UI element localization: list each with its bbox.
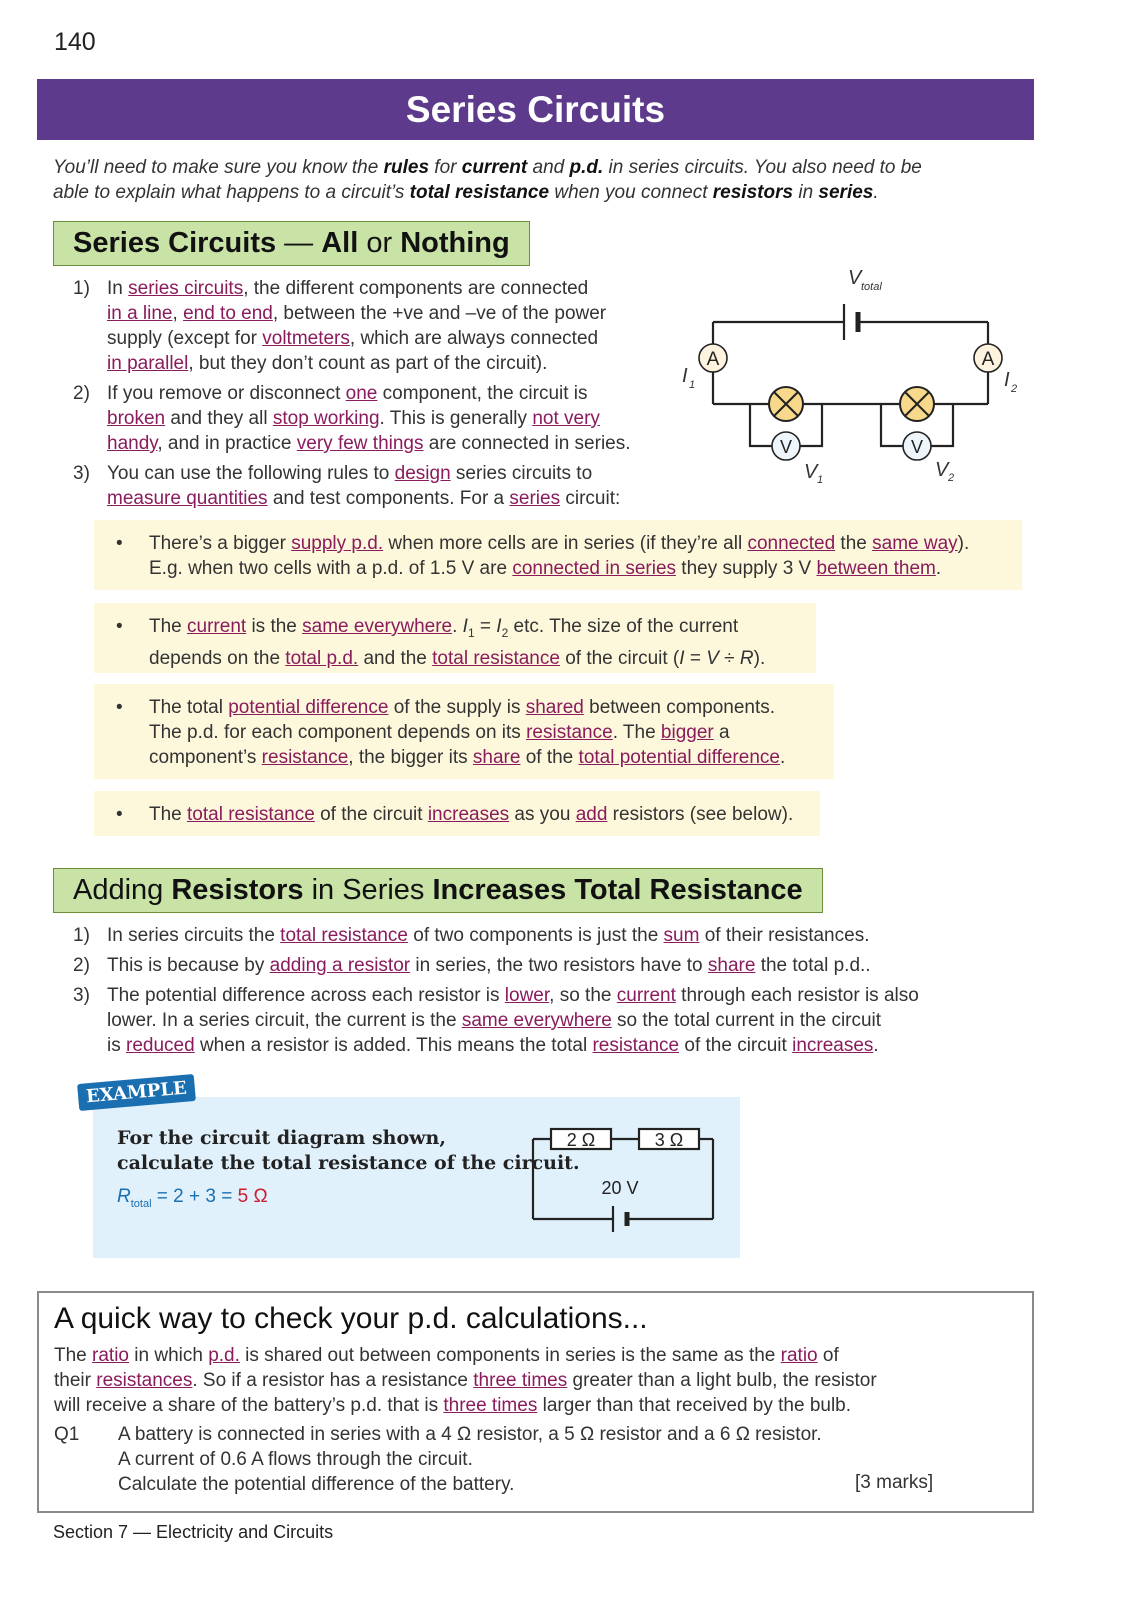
page-footer: Section 7 — Electricity and Circuits bbox=[53, 1522, 334, 1542]
key-term: bigger bbox=[660, 722, 714, 743]
list-number: 3) bbox=[73, 985, 90, 1006]
tip-paragraph bbox=[54, 1343, 1014, 1418]
key-term: share bbox=[472, 747, 521, 768]
text-line: The total potential difference of the supply is shared between components. bbox=[149, 697, 776, 718]
key-term: resistance bbox=[261, 747, 349, 768]
key-term: share bbox=[707, 955, 756, 976]
key-term: series bbox=[509, 488, 561, 509]
list-item bbox=[73, 953, 1033, 978]
text-line: E.g. when two cells with a p.d. of 1.5 V are connected in series they supply 3 V between them. bbox=[149, 558, 942, 579]
key-term: current bbox=[187, 616, 247, 637]
key-term: adding a resistor bbox=[269, 955, 411, 976]
question-q1: Q1 A battery is connected in series with a 4 Ω resistor, a 5 Ω resistor and a 6 Ω resistor. A current of 0.6 A flows through the circuit. Calculate the potential difference of the battery. bbox=[54, 1424, 822, 1495]
svg-text:1: 1 bbox=[689, 379, 696, 391]
lamp-2-icon bbox=[900, 387, 934, 421]
svg-text:2: 2 bbox=[1011, 383, 1018, 395]
key-term: sum bbox=[663, 925, 700, 946]
text-line: lower. In a series circuit, the current is the same everywhere so the total current in the circuit bbox=[107, 1010, 882, 1031]
svg-text:1: 1 bbox=[817, 474, 824, 486]
text-line: The current is the same everywhere. $I_1 = I_2$ etc. The size of the current bbox=[149, 616, 739, 640]
text-line: in parallel, but they don’t count as part of the circuit). bbox=[107, 353, 548, 374]
key-term: very few things bbox=[296, 433, 424, 454]
key-term: reduced bbox=[126, 1035, 195, 1056]
key-term: resistances bbox=[96, 1370, 193, 1391]
voltmeter-2-icon bbox=[903, 432, 931, 460]
key-term: connected in series bbox=[512, 558, 677, 579]
label-v2: V bbox=[935, 459, 949, 481]
rule-box-current bbox=[94, 603, 816, 673]
series-rules-list bbox=[73, 276, 673, 516]
key-term: add bbox=[575, 804, 608, 825]
key-term: ratio bbox=[780, 1345, 818, 1366]
key-term: same everywhere bbox=[302, 616, 453, 637]
text-line: In series circuits the total resistance of two components is just the sum of their resistances. bbox=[107, 925, 870, 946]
example-answer: $R_{total} = 2 + 3 = 5$ Ω bbox=[117, 1186, 268, 1210]
cell-symbol bbox=[844, 304, 858, 340]
page-title: Series Circuits bbox=[37, 79, 1034, 140]
key-term: in parallel bbox=[107, 353, 189, 374]
label-v-total: V bbox=[848, 267, 862, 289]
text-line: The p.d. for each component depends on its resistance. The bigger a bbox=[149, 722, 730, 743]
text-line: handy, and in practice very few things are connected in series. bbox=[107, 433, 631, 454]
list-number: 3) bbox=[73, 463, 90, 484]
key-term: measure quantities bbox=[107, 488, 268, 509]
series-circuit-diagram bbox=[672, 262, 1032, 492]
key-term: three times bbox=[473, 1370, 568, 1391]
label-i2: I bbox=[1004, 369, 1010, 391]
key-term: increases bbox=[427, 804, 510, 825]
section-heading-adding-resistors: Adding Resistors in Series Increases Total Resistance bbox=[53, 868, 823, 913]
text-line: The total resistance of the circuit increases as you add resistors (see below). bbox=[149, 804, 794, 825]
marks-label: [3 marks] bbox=[855, 1472, 934, 1493]
text-line: If you remove or disconnect one component, the circuit is bbox=[107, 383, 588, 404]
ammeter-left-icon bbox=[699, 344, 727, 372]
key-term: handy bbox=[107, 433, 158, 454]
key-term: p.d. bbox=[208, 1345, 240, 1366]
key-term: end to end bbox=[183, 303, 273, 324]
text-line: their resistances. So if a resistor has a resistance three times greater than a light bulb, the resistor bbox=[54, 1370, 877, 1391]
key-term: same way bbox=[872, 533, 958, 554]
list-item bbox=[73, 983, 1033, 1058]
voltmeter-1-icon bbox=[772, 432, 800, 460]
text-line: measure quantities and test components. For a series circuit: bbox=[107, 488, 621, 509]
key-term: shared bbox=[525, 697, 584, 718]
list-number: 2) bbox=[73, 383, 90, 404]
ammeter-right-icon bbox=[974, 344, 1002, 372]
bullet-icon: • bbox=[116, 697, 123, 718]
key-term: stop working bbox=[272, 408, 380, 429]
svg-text:A: A bbox=[981, 349, 995, 370]
key-term: lower bbox=[504, 985, 550, 1006]
svg-text:A: A bbox=[706, 349, 720, 370]
adding-resistors-list bbox=[73, 923, 1033, 1063]
key-term: not very bbox=[532, 408, 600, 429]
key-term: between them bbox=[816, 558, 936, 579]
key-term: one bbox=[345, 383, 378, 404]
key-term: total resistance bbox=[280, 925, 408, 946]
page-number: 140 bbox=[54, 28, 96, 56]
key-term: total p.d. bbox=[285, 647, 359, 669]
key-term: in a line bbox=[107, 303, 173, 324]
key-term: increases bbox=[792, 1035, 874, 1056]
text-line: in a line, end to end, between the +ve and –ve of the power bbox=[107, 303, 607, 324]
key-term: supply p.d. bbox=[291, 533, 384, 554]
key-term: total resistance bbox=[187, 804, 315, 825]
list-item bbox=[73, 461, 673, 511]
text-line: is reduced when a resistor is added. This means the total resistance of the circuit increases. bbox=[107, 1035, 879, 1056]
resistor-1-label: 2 Ω bbox=[566, 1130, 596, 1150]
rule-box-total-resistance bbox=[94, 791, 820, 836]
tip-heading: A quick way to check your p.d. calculations... bbox=[54, 1302, 648, 1335]
supply-label: 20 V bbox=[601, 1178, 639, 1198]
list-number: 1) bbox=[73, 925, 90, 946]
label-i1: I bbox=[682, 365, 688, 387]
example-circuit-diagram bbox=[525, 1124, 720, 1244]
example-question: For the circuit diagram shown, calculate the total resistance of the circuit. bbox=[117, 1127, 580, 1174]
text-line: You can use the following rules to design series circuits to bbox=[107, 463, 593, 484]
section-heading-series-circuits: Series Circuits — All or Nothing bbox=[53, 221, 530, 266]
bullet-icon: • bbox=[116, 804, 123, 825]
text-line: The potential difference across each resistor is lower, so the current through each resistor is also bbox=[107, 985, 919, 1006]
key-term: connected bbox=[747, 533, 836, 554]
svg-text:V: V bbox=[910, 437, 924, 457]
key-term: design bbox=[394, 463, 451, 484]
key-term: broken bbox=[107, 408, 166, 429]
resistor-2-label: 3 Ω bbox=[654, 1130, 684, 1150]
text-line: supply (except for voltmeters, which are always connected bbox=[107, 328, 599, 349]
svg-text:V: V bbox=[779, 437, 793, 457]
label-v1: V bbox=[804, 461, 818, 483]
key-term: series circuits bbox=[128, 278, 244, 299]
text-line: component’s resistance, the bigger its share of the total potential difference. bbox=[149, 747, 786, 768]
key-term: ratio bbox=[92, 1345, 129, 1366]
bullet-icon: • bbox=[116, 533, 123, 554]
key-term: same everywhere bbox=[461, 1010, 612, 1031]
lamp-1-icon bbox=[769, 387, 803, 421]
text-line: There’s a bigger supply p.d. when more cells are in series (if they’re all connected the same way). bbox=[149, 533, 970, 554]
key-term: voltmeters bbox=[262, 328, 350, 349]
key-term: three times bbox=[443, 1395, 538, 1416]
text-line: will receive a share of the battery’s p.d. that is three times larger than that received by the bulb. bbox=[54, 1395, 852, 1416]
list-number: 2) bbox=[73, 955, 90, 976]
list-item bbox=[73, 381, 673, 456]
key-term: total potential difference bbox=[578, 747, 780, 768]
list-item bbox=[73, 923, 1033, 948]
list-item bbox=[73, 276, 673, 376]
list-number: 1) bbox=[73, 278, 90, 299]
rule-box-supply-pd bbox=[94, 520, 1022, 590]
bullet-icon: • bbox=[116, 616, 123, 637]
key-term: resistance bbox=[526, 722, 613, 743]
intro-paragraph: You’ll need to make sure you know the rules for current and p.d. in series circuits. You also need to be able to explain what happens to a circuit’s total resistance when you connect resistors in series. bbox=[53, 157, 922, 203]
key-term: total resistance bbox=[432, 647, 560, 669]
key-term: resistance bbox=[592, 1035, 680, 1056]
key-term: current bbox=[616, 985, 676, 1006]
svg-text:2: 2 bbox=[948, 472, 955, 484]
example-cell-symbol bbox=[613, 1206, 627, 1232]
text-line: depends on the total p.d. and the total resistance of the circuit (I = V ÷ R). bbox=[149, 647, 766, 669]
text-line: In series circuits, the different components are connected bbox=[107, 278, 589, 299]
text-line: broken and they all stop working. This is generally not very bbox=[107, 408, 600, 429]
text-line: This is because by adding a resistor in series, the two resistors have to share the total p.d.. bbox=[107, 955, 871, 976]
svg-text:total: total bbox=[861, 281, 882, 293]
key-term: potential difference bbox=[228, 697, 389, 718]
example-badge: EXAMPLE bbox=[77, 1074, 196, 1111]
text-line: The ratio in which p.d. is shared out between components in series is the same as the ratio of bbox=[54, 1345, 839, 1366]
rule-box-pd-shared bbox=[94, 684, 834, 779]
